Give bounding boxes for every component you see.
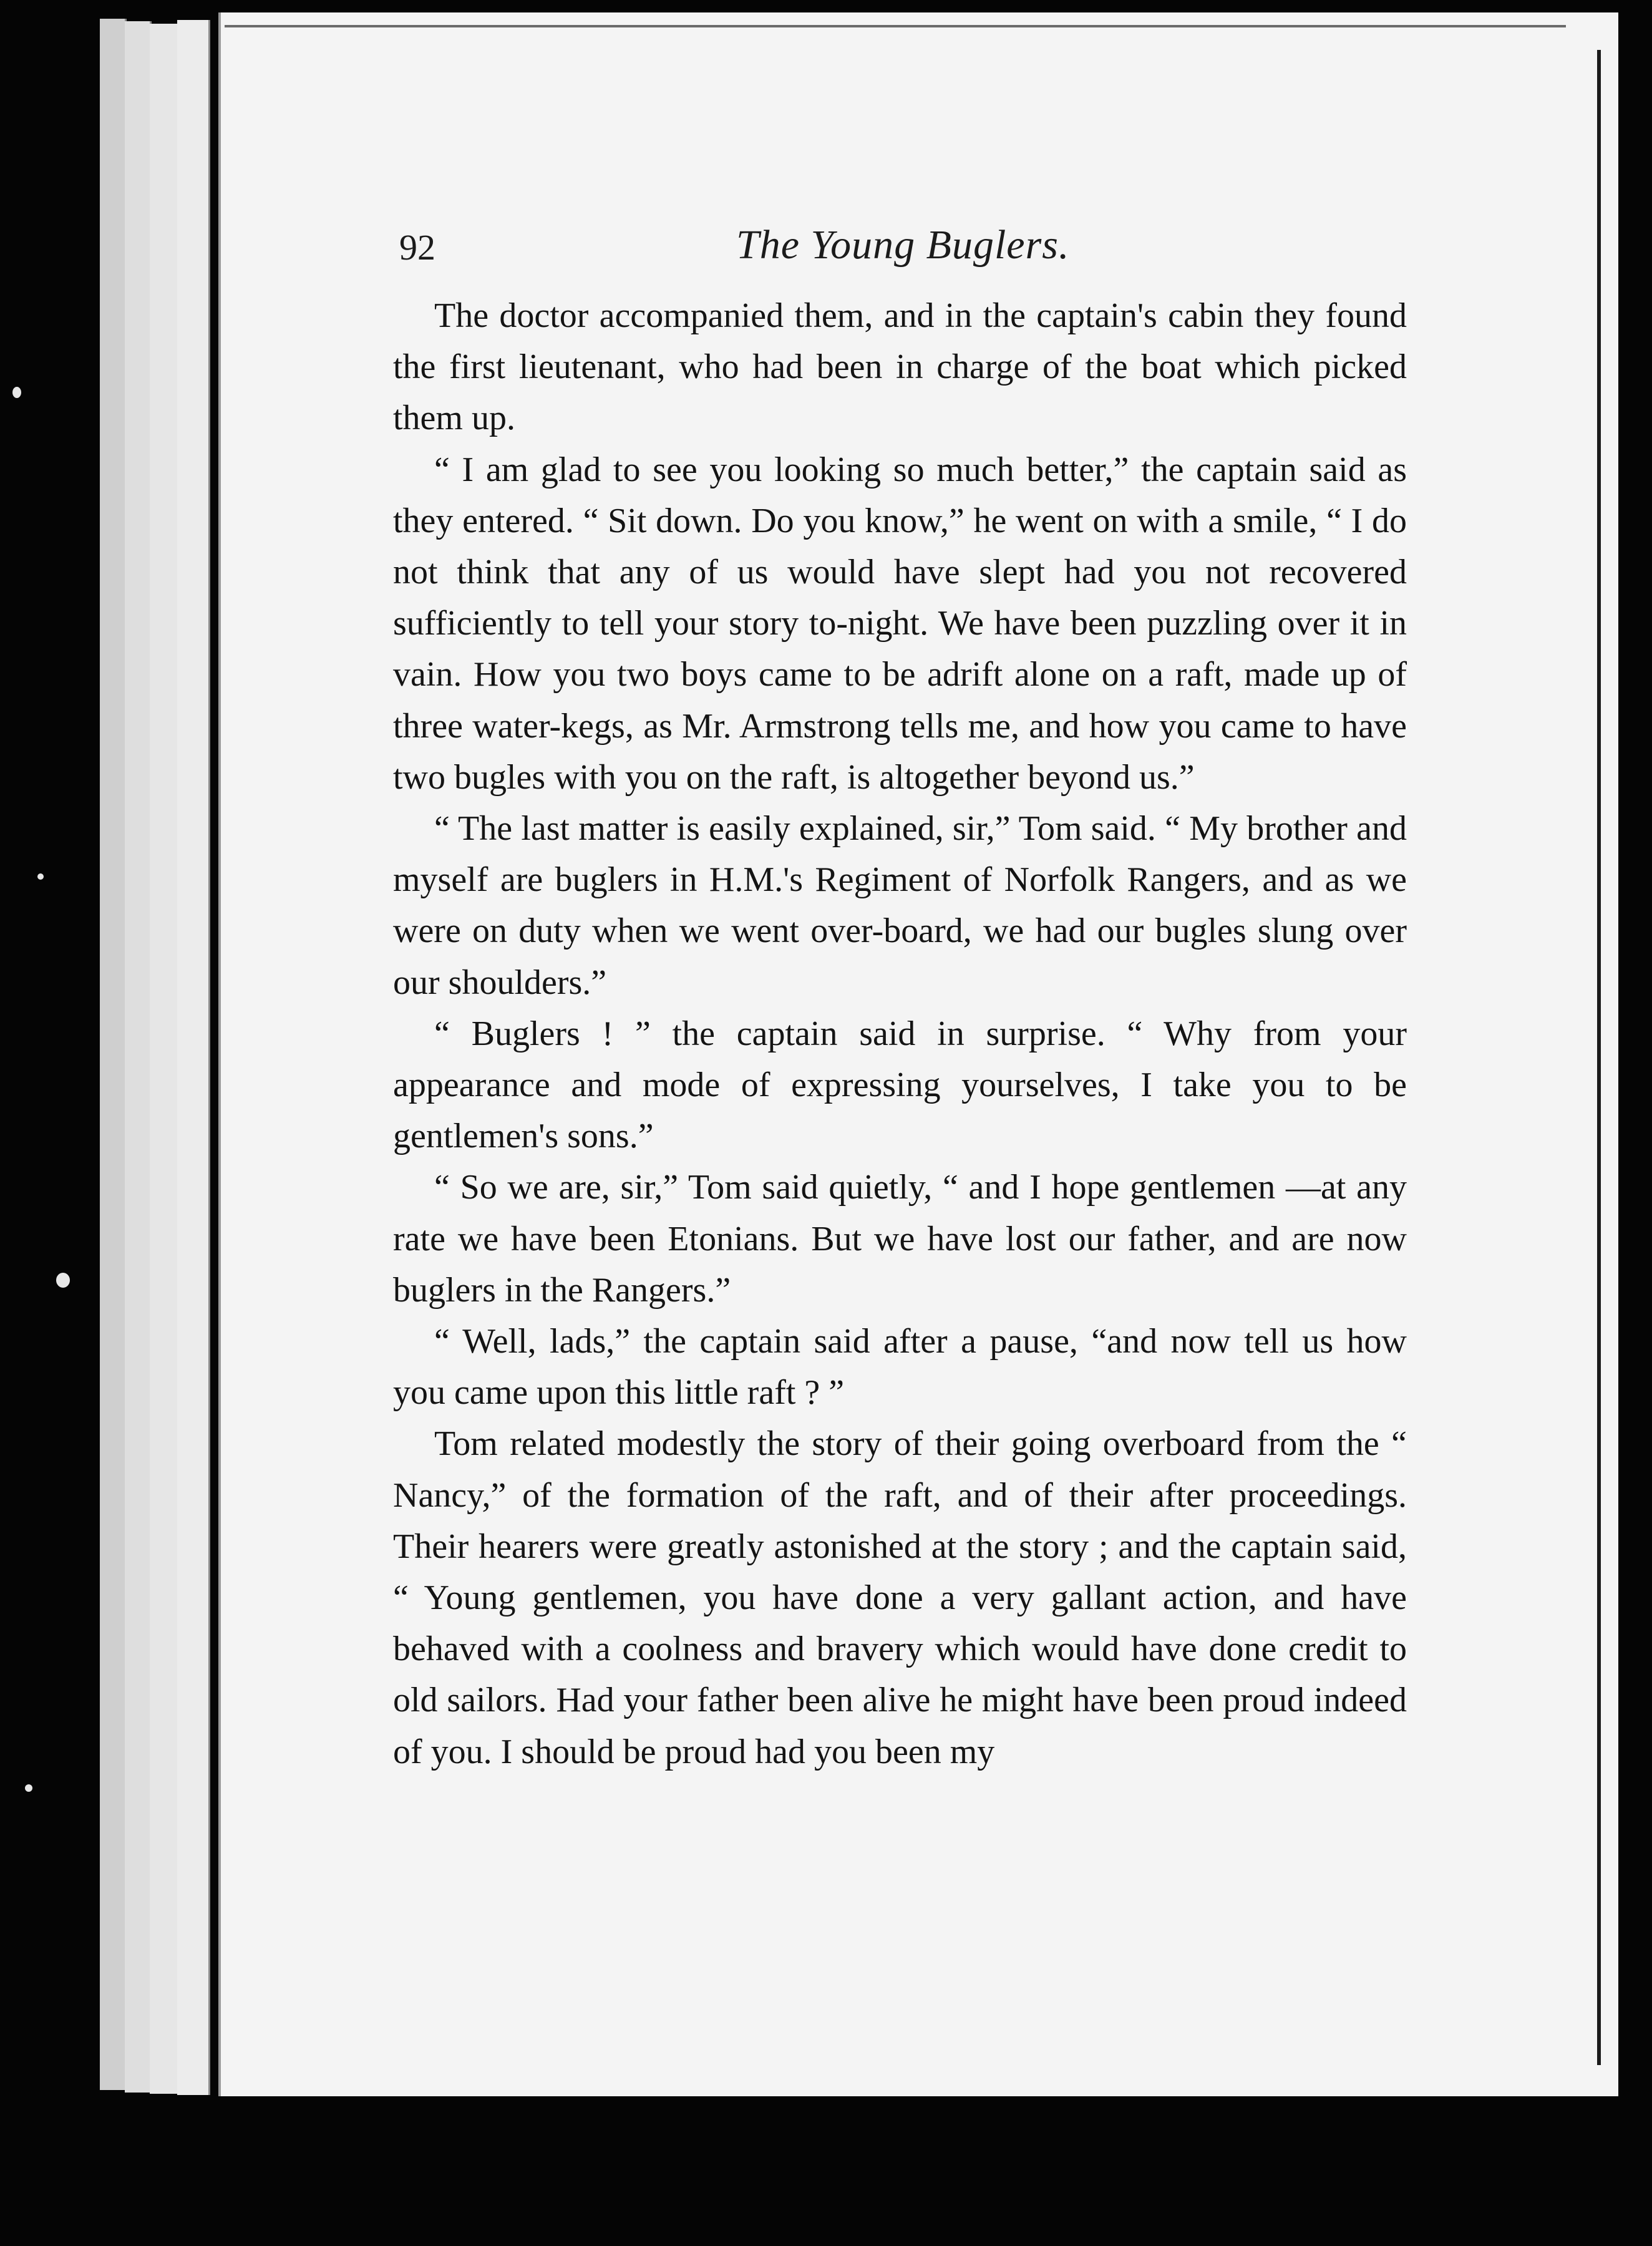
- page-top-shadow: [225, 25, 1566, 27]
- scan-speck: [12, 387, 21, 398]
- paragraph: “ Buglers ! ” the captain said in surprise. “ Why from your appearance and mode of expressing yourselves, I take you to be gentlemen's sons.”: [393, 1014, 1407, 1156]
- paragraph: “ The last matter is easily explained, sir,” Tom said. “ My brother and myself are buglers in H.M.'s Regiment of Norfolk Rangers, and as we were on duty when we went over-board, we had our bugles slung over our shoulders.”: [393, 809, 1407, 1002]
- running-title: The Young Buglers.: [736, 222, 1070, 268]
- page-edge: [100, 19, 127, 2090]
- page-gutter-shadow: [1597, 50, 1601, 2065]
- paragraph: Tom related modestly the story of their going overboard from the “ Nancy,” of the formation of the raft, and of their after proceedings. Their hearers were greatly astonished at the story ; and the captain said, “ Young gentlemen, you have done a very gallant action, and have behaved with a coolness and bravery which would have done credit to old sailors. Had your father been alive he might have been proud indeed of you. I should be proud had you been my: [393, 1424, 1407, 1771]
- paragraph: The doctor accompanied them, and in the captain's cabin they found the first lieutenant, who had been in charge of the boat which picked them up.: [393, 296, 1407, 438]
- paragraph: “ Well, lads,” the captain said after a pause, “and now tell us how you came upon this little raft ? ”: [393, 1322, 1407, 1412]
- paragraph: “ I am glad to see you looking so much better,” the captain said as they entered. “ Sit down. Do you know,” he went on with a smile, “ I do not think that any of us would have slept had you not recovered sufficiently to tell your story to-night. We have been puzzling over it in vain. How you two boys came to be adrift alone on a raft, made up of three water-kegs, as Mr. Armstrong tells me, and how you came to have two bugles with you on the raft, is altogether beyond us.”: [393, 450, 1407, 797]
- paragraph: “ So we are, sir,” Tom said quietly, “ and I hope gentlemen —at any rate we have been Etonians. But we have lost our father, and are now buglers in the Rangers.”: [393, 1168, 1407, 1310]
- page-edge: [150, 24, 179, 2094]
- page-edge: [125, 21, 152, 2093]
- scan-speck: [25, 1784, 32, 1792]
- scan-speck: [56, 1273, 70, 1288]
- page-edge: [177, 20, 210, 2095]
- scan-speck: [37, 873, 44, 880]
- body-text: [393, 290, 1407, 1777]
- page-header: [399, 215, 1410, 271]
- page-number: 92: [399, 227, 435, 268]
